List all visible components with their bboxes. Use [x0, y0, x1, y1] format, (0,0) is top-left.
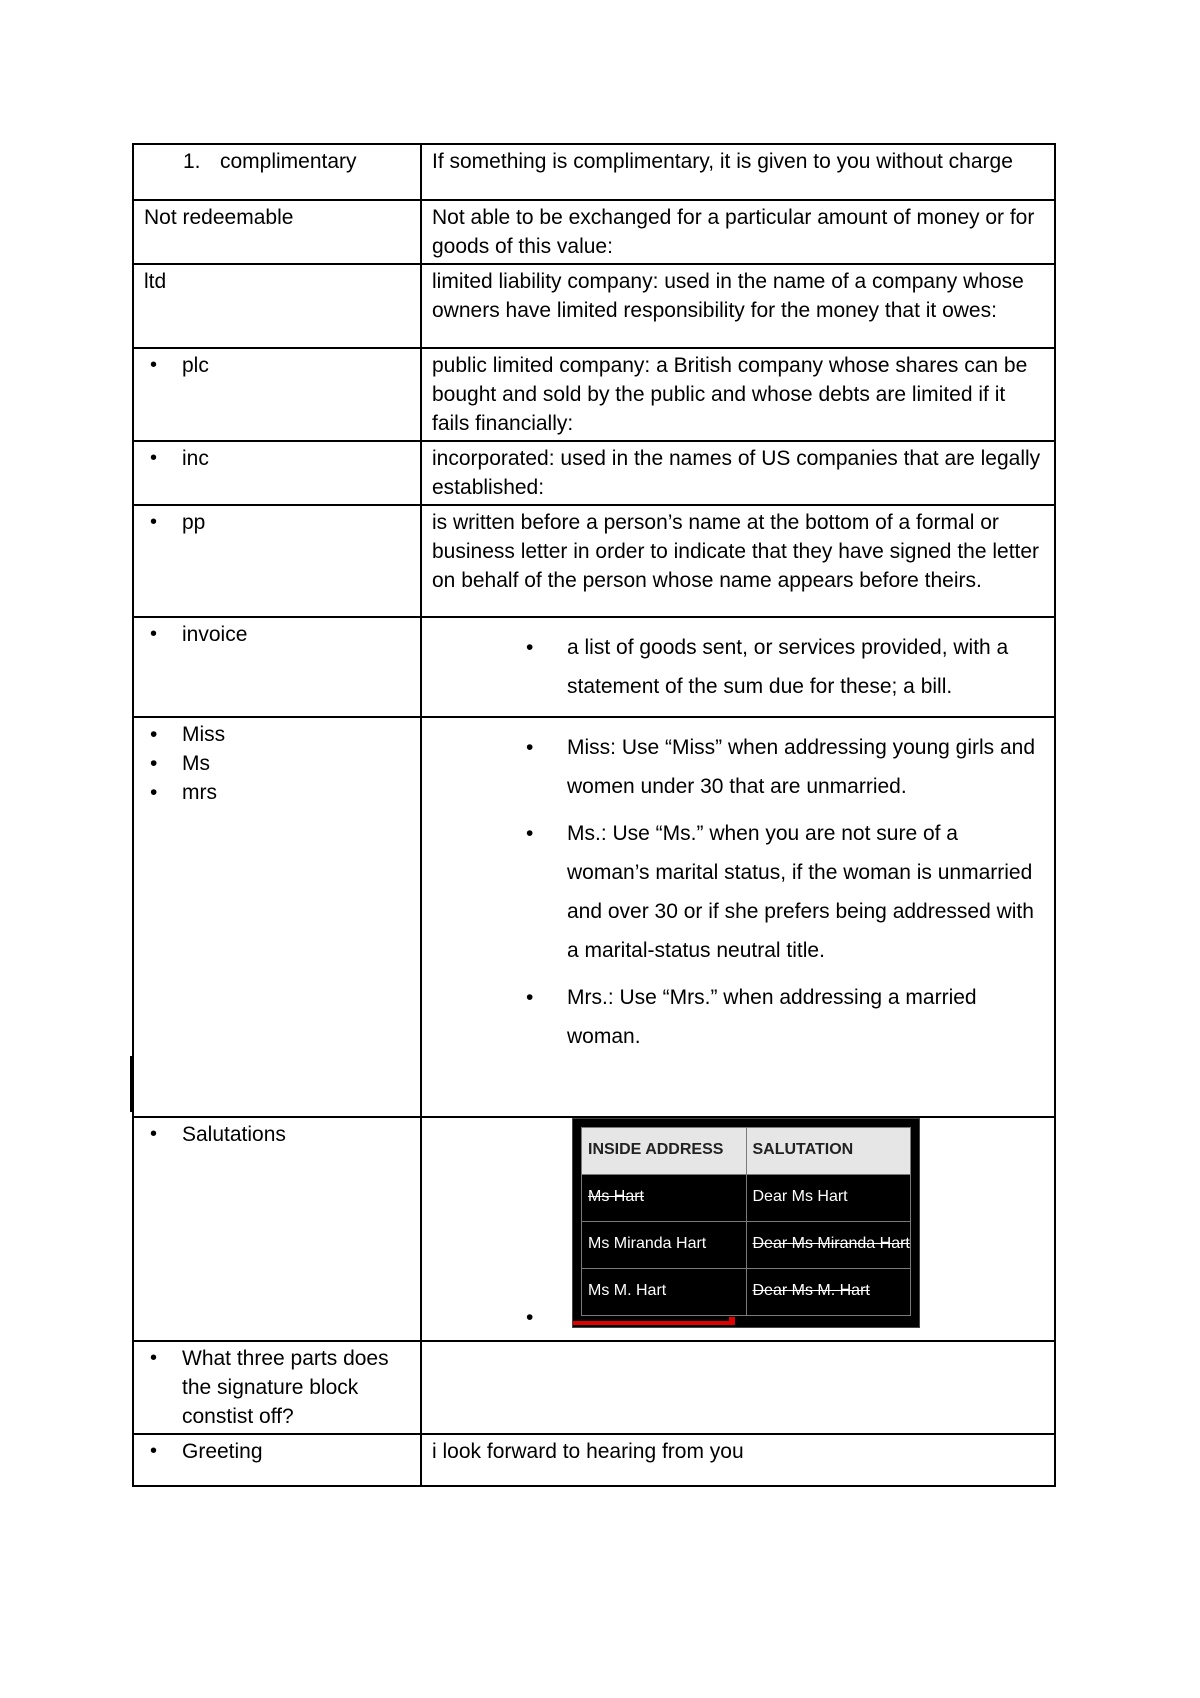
definition-text: public limited company: a British company whose shares can be bought and sold by the public and whose debts are limited if it fails financially: — [432, 354, 1028, 435]
term-text: mrs — [182, 781, 217, 804]
table-row — [582, 1269, 911, 1316]
term-cell — [133, 717, 421, 1117]
definition-text: i look forward to hearing from you — [432, 1440, 744, 1463]
vocabulary-table — [132, 143, 1056, 1487]
term-text: Ms — [182, 752, 210, 775]
definition-cell — [421, 717, 1055, 1117]
term-cell — [133, 144, 421, 200]
term-cell — [133, 1117, 421, 1341]
definition-list — [432, 728, 1044, 1056]
definition-cell — [421, 617, 1055, 717]
definition-cell — [421, 264, 1055, 348]
bullet-marker: • — [150, 1123, 158, 1145]
definition-cell — [421, 505, 1055, 617]
term-text: complimentary — [220, 150, 357, 173]
definition-text: Miss: Use “Miss” when addressing young girls and women under 30 that are unmarried. — [567, 736, 1036, 798]
list-item — [144, 720, 410, 749]
bullet-marker: • — [526, 736, 534, 759]
bullet-marker: • — [526, 636, 534, 659]
definition-cell — [421, 441, 1055, 505]
term-text: ltd — [144, 270, 167, 293]
bullet-marker: • — [150, 781, 158, 804]
bullet-marker: • — [150, 354, 158, 376]
definition-text: Mrs.: Use “Mrs.” when addressing a married woman. — [567, 986, 977, 1048]
column-header: INSIDE ADDRESS — [582, 1128, 747, 1175]
table-row — [133, 441, 1055, 505]
bullet-marker: • — [150, 447, 158, 469]
list-item — [144, 778, 410, 807]
table-row — [133, 1341, 1055, 1434]
definition-cell — [421, 1434, 1055, 1486]
definition-text: is written before a person’s name at the bottom of a formal or business letter in order to indicate that they have signed the letter on behalf of the person whose name appears before theirs. — [432, 511, 1040, 592]
list-item — [526, 728, 1044, 806]
table-cell: Dear Ms Miranda Hart — [746, 1222, 911, 1269]
term-cell — [133, 200, 421, 264]
term-text: Salutations — [182, 1123, 286, 1146]
definition-cell — [421, 1341, 1055, 1434]
table-cell: Ms Hart — [582, 1175, 747, 1222]
table-row — [133, 1117, 1055, 1341]
table-row — [133, 144, 1055, 200]
definition-text: incorporated: used in the names of US companies that are legally established: — [432, 447, 1041, 499]
bullet-marker: • — [150, 511, 158, 533]
column-header: SALUTATION — [746, 1128, 911, 1175]
term-text: plc — [182, 354, 209, 377]
definition-text: Not able to be exchanged for a particular amount of money or for goods of this value: — [432, 206, 1035, 258]
bullet-marker: • — [526, 822, 534, 845]
term-text: inc — [182, 447, 209, 470]
definition-text: Ms.: Use “Ms.” when you are not sure of a woman’s marital status, if the woman is unmarried and over 30 or if she prefers being addressed with a marital-status neutral title. — [567, 822, 1034, 962]
list-item — [144, 749, 410, 778]
table-cell: Ms M. Hart — [582, 1269, 747, 1316]
red-underline — [573, 1321, 733, 1325]
table-cell: Dear Ms Hart — [746, 1175, 911, 1222]
term-cell — [133, 1341, 421, 1434]
term-text: invoice — [182, 623, 248, 646]
definition-cell — [421, 144, 1055, 200]
salutation-image — [572, 1118, 920, 1328]
term-text: What three parts does the signature block constist off? — [182, 1347, 389, 1428]
bullet-marker: • — [150, 752, 158, 775]
definition-text: a list of goods sent, or services provided, with a statement of the sum due for these; a bill. — [567, 636, 1009, 698]
definition-text: limited liability company: used in the name of a company whose owners have limited responsibility for the money that it owes: — [432, 270, 1024, 322]
table-row — [582, 1175, 911, 1222]
definition-cell — [421, 1117, 1055, 1341]
definition-list — [432, 628, 1044, 706]
row-number: 1. — [183, 150, 201, 173]
bullet-marker: • — [150, 623, 158, 645]
term-text: pp — [182, 511, 206, 534]
bullet-marker: • — [150, 1347, 158, 1369]
definition-cell — [421, 348, 1055, 441]
table-row — [133, 1434, 1055, 1486]
term-text: Not redeemable — [144, 206, 294, 229]
bullet-marker: • — [150, 723, 158, 746]
term-cell — [133, 348, 421, 441]
table-row — [133, 200, 1055, 264]
term-list — [144, 720, 410, 807]
term-text: Miss — [182, 723, 226, 746]
term-cell — [133, 505, 421, 617]
table-header-row — [582, 1128, 911, 1175]
table-row — [133, 505, 1055, 617]
salutation-table — [581, 1127, 911, 1316]
bullet-marker: • — [526, 1306, 534, 1329]
term-cell — [133, 441, 421, 505]
term-cell — [133, 264, 421, 348]
red-underline-tick — [729, 1317, 735, 1325]
list-item — [526, 814, 1044, 970]
table-cell: Ms Miranda Hart — [582, 1222, 747, 1269]
list-item — [526, 628, 1044, 706]
definition-text: If something is complimentary, it is given to you without charge — [432, 150, 1013, 173]
table-cell: Dear Ms M. Hart — [746, 1269, 911, 1316]
table-row — [582, 1222, 911, 1269]
list-item — [526, 978, 1044, 1056]
bullet-marker: • — [150, 1440, 158, 1462]
definition-cell — [421, 200, 1055, 264]
table-row — [133, 264, 1055, 348]
term-text: Greeting — [182, 1440, 263, 1463]
table-row — [133, 348, 1055, 441]
table-row — [133, 717, 1055, 1117]
bullet-marker: • — [526, 986, 534, 1009]
table-row — [133, 617, 1055, 717]
term-cell — [133, 1434, 421, 1486]
term-cell — [133, 617, 421, 717]
salutation-figure — [432, 1118, 1044, 1333]
